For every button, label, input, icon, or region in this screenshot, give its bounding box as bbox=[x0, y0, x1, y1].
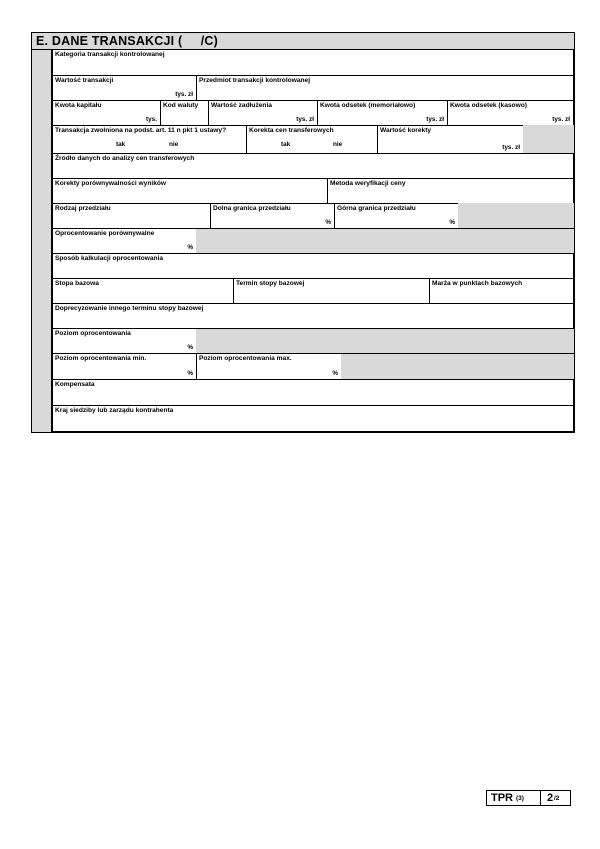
grey-filler bbox=[523, 125, 574, 154]
option-nie[interactable]: nie bbox=[169, 141, 179, 148]
field-unit: % bbox=[449, 219, 455, 226]
grey-filler bbox=[341, 353, 574, 380]
field-doprecyzowanie[interactable] bbox=[52, 303, 574, 329]
page-total: /2 bbox=[554, 795, 560, 802]
section-header bbox=[32, 33, 574, 50]
field-korekty-porownywalnosci[interactable] bbox=[52, 178, 328, 204]
field-label: Przedmiot transakcji kontrolowanej bbox=[199, 77, 311, 84]
field-transakcja-zwolniona bbox=[52, 125, 247, 154]
field-wartosc-korekty[interactable] bbox=[377, 125, 524, 154]
page-indicator bbox=[486, 790, 571, 806]
field-label: Wartość korekty bbox=[380, 127, 432, 134]
field-wartosc-transakcji[interactable] bbox=[52, 75, 197, 101]
field-label: Marża w punktach bazowych bbox=[432, 280, 523, 287]
field-unit: tys. zł bbox=[175, 91, 193, 98]
field-label: Kwota kapitału bbox=[55, 102, 102, 109]
field-unit: % bbox=[187, 244, 193, 251]
field-sposob-kalkulacji[interactable] bbox=[52, 253, 574, 279]
field-label: Metoda weryfikacji ceny bbox=[330, 180, 406, 187]
field-label: Oprocentowanie porównywalne bbox=[55, 230, 155, 237]
field-unit: % bbox=[187, 344, 193, 351]
field-kategoria[interactable] bbox=[52, 49, 574, 76]
field-label: Kraj siedziby lub zarządu kontrahenta bbox=[55, 407, 174, 414]
field-label: Korekty porównywalności wyników bbox=[55, 180, 167, 187]
field-kwota-kapitalu[interactable] bbox=[52, 100, 161, 126]
field-unit: tys. zł bbox=[296, 116, 314, 123]
field-poziom-oprocentowania[interactable] bbox=[52, 328, 197, 354]
field-label: Doprecyzowanie innego terminu stopy bazowej bbox=[55, 305, 204, 312]
field-gorna-granica[interactable] bbox=[334, 203, 459, 229]
field-label: Rodzaj przedziału bbox=[55, 205, 111, 212]
option-nie[interactable]: nie bbox=[333, 141, 343, 148]
field-unit: % bbox=[187, 370, 193, 377]
field-unit: tys. zł bbox=[552, 116, 570, 123]
field-label: Kompensata bbox=[55, 381, 95, 388]
field-label: Górna granica przedziału bbox=[337, 205, 416, 212]
field-marza[interactable] bbox=[429, 278, 574, 304]
field-oprocentowanie-porownywalne[interactable] bbox=[52, 228, 197, 254]
field-poziom-min[interactable] bbox=[52, 353, 197, 380]
form-code-box bbox=[487, 791, 541, 805]
field-label: Wartość zadłużenia bbox=[211, 102, 272, 109]
field-zrodlo-danych[interactable] bbox=[52, 153, 574, 179]
field-label: Transakcja zwolniona na podst. art. 11 n pkt 1 ustawy? bbox=[55, 127, 227, 134]
grey-filler bbox=[196, 328, 574, 354]
grey-filler bbox=[196, 228, 574, 254]
section-title: E. DANE TRANSAKCJI ( /C) bbox=[36, 34, 218, 48]
field-unit: tys. bbox=[145, 116, 157, 123]
field-dolna-granica[interactable] bbox=[210, 203, 335, 229]
field-termin-stopy-bazowej[interactable] bbox=[233, 278, 430, 304]
field-label: Termin stopy bazowej bbox=[236, 280, 305, 287]
field-label: Kwota odsetek (memoriałowo) bbox=[320, 102, 416, 109]
field-rodzaj-przedzialu[interactable] bbox=[52, 203, 211, 229]
field-kompensata[interactable] bbox=[52, 379, 574, 406]
field-label: Stopa bazowa bbox=[55, 280, 99, 287]
field-label: Dolna granica przedziału bbox=[213, 205, 291, 212]
field-korekta-cen bbox=[246, 125, 378, 154]
field-przedmiot-transakcji[interactable] bbox=[196, 75, 574, 101]
field-unit: % bbox=[332, 370, 338, 377]
field-stopa-bazowa[interactable] bbox=[52, 278, 234, 304]
field-kraj-siedziby[interactable] bbox=[52, 405, 574, 432]
field-label: Poziom oprocentowania bbox=[55, 330, 131, 337]
field-wartosc-zadluzenia[interactable] bbox=[208, 100, 318, 126]
field-poziom-max[interactable] bbox=[196, 353, 342, 380]
page-number: 2 bbox=[547, 792, 554, 804]
field-label: Poziom oprocentowania min. bbox=[55, 355, 147, 362]
field-kwota-odsetek-memorialowo[interactable] bbox=[317, 100, 448, 126]
option-tak[interactable]: tak bbox=[281, 141, 291, 148]
field-label: Kategoria transakcji kontrolowanej bbox=[55, 51, 165, 58]
field-label: Wartość transakcji bbox=[55, 77, 114, 84]
form-code: TPR bbox=[491, 792, 513, 804]
section-e-form bbox=[31, 32, 575, 433]
field-label: Źródło danych do analizy cen transferowych bbox=[55, 155, 195, 162]
field-unit: tys. zł bbox=[426, 116, 444, 123]
field-label: Kwota odsetek (kasowo) bbox=[450, 102, 527, 109]
field-label: Poziom oprocentowania max. bbox=[199, 355, 292, 362]
left-margin-strip bbox=[32, 50, 52, 432]
field-metoda-weryfikacji[interactable] bbox=[327, 178, 574, 204]
grey-filler bbox=[458, 203, 574, 229]
field-label: Kod waluty bbox=[163, 102, 199, 109]
field-unit: tys. zł bbox=[502, 144, 520, 151]
field-label: Sposób kalkulacji oprocentowania bbox=[55, 255, 164, 262]
field-kod-waluty[interactable] bbox=[160, 100, 209, 126]
option-tak[interactable]: tak bbox=[116, 141, 126, 148]
field-label: Korekta cen transferowych bbox=[249, 127, 334, 134]
field-unit: % bbox=[325, 219, 331, 226]
field-kwota-odsetek-kasowo[interactable] bbox=[447, 100, 574, 126]
form-variant: (3) bbox=[516, 795, 524, 802]
